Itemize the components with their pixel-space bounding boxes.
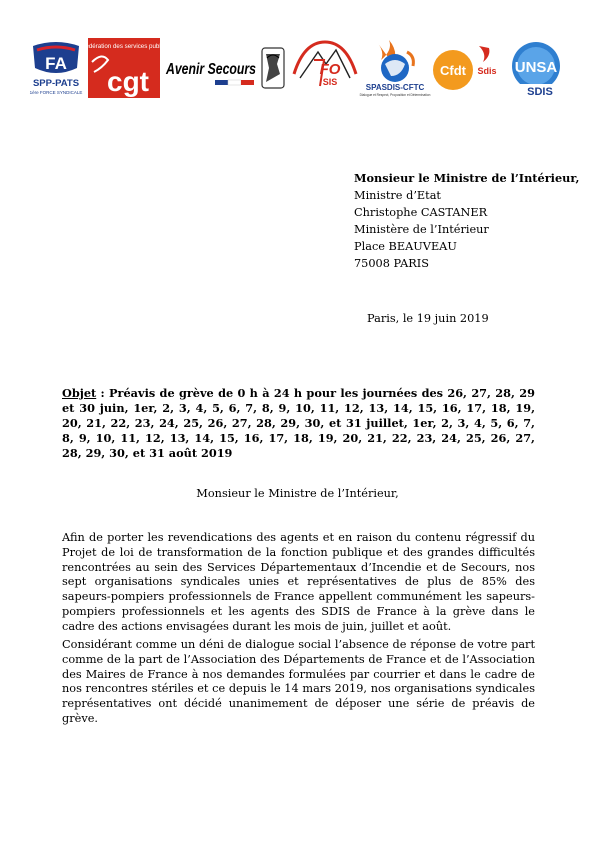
fa-logo-sub1: SPP-PATS xyxy=(32,78,80,89)
emblem-logo xyxy=(261,38,285,98)
unsa-sdis-logo xyxy=(503,38,569,98)
avenir-secours-logo xyxy=(165,38,258,98)
fa-logo-main: FA xyxy=(45,54,67,73)
union-logos-banner xyxy=(25,38,570,100)
letter-date: Paris, le 19 juin 2019 xyxy=(367,312,489,325)
spasdis-logo-main: SPASDIS-CFTC xyxy=(365,83,425,92)
spasdis-logo-sub: Dialogue et Respect, Proposition et Détermination xyxy=(359,93,431,97)
subject-label: Objet xyxy=(62,386,97,400)
cfdt-logo-side: Sdis xyxy=(477,66,497,76)
fa-logo-sub2: 1ère FORCE SYNDICALE xyxy=(29,90,83,95)
cfdt-logo-main: Cfdt xyxy=(440,63,466,78)
recipient-address xyxy=(354,170,579,272)
avenir-logo-text: Avenir Secours xyxy=(165,61,257,78)
recipient-role: Ministre d’Etat xyxy=(354,189,441,202)
fo-logo-sub: SIS xyxy=(322,77,338,87)
cgt-logo-main: cgt xyxy=(107,66,149,97)
recipient-ministry: Ministère de l’Intérieur xyxy=(354,223,489,236)
body-paragraph-1: Afin de porter les revendications des agents et en raison du contenu régressif du Projet de loi de transformation de la fonction publique et des grandes difficultés rencontrées au sein des Services Départementaux d’Incendie et de Secours, nos sept organisations syndicales unies et représentatives de plus de 85% des sapeurs-pompiers professionnels de France appellent communément les sapeurs-pompiers professionnels et les agents des SDIS de France à la grève dans le cadre des actions envisagées durant les mois de juin, juillet et août. xyxy=(62,531,535,633)
unsa-logo-main: UNSA xyxy=(514,59,558,76)
fa-spp-pats-logo xyxy=(27,38,85,98)
letter-salutation: Monsieur le Ministre de l’Intérieur, xyxy=(196,487,399,500)
body-paragraph-2: Considérant comme un déni de dialogue social l’absence de réponse de votre part comme de la part de l’Association des Départements de France et de l’Association des Maires de France à nos demandes formulées par courrier et dans le cadre de nos rencontres stériles et ce depuis le 14 mars 2019, nos organisations syndicales représentatives ont décidé unanimement de déposer une série de préavis de grève. xyxy=(62,638,535,725)
cgt-logo-top: fédération des services publics xyxy=(83,43,169,50)
fo-logo-main: FO xyxy=(319,61,341,78)
recipient-title: Monsieur le Ministre de l’Intérieur, xyxy=(354,171,580,185)
recipient-street: Place BEAUVEAU xyxy=(354,240,457,253)
cgt-logo xyxy=(83,38,169,98)
subject-text: : Préavis de grève de 0 h à 24 h pour les journées des 26, 27, 28, 29 et 30 juin, 1er, 2, 3, 4, 5, 6, 7, 8, 9, 10, 11, 12, 13, 14, 15, 16, 17, 18, 19, 20, 21, 22, 23, 24, 25, 26, 27, 28, 29, 30, et 31 juillet, 1er, 2, 3, 4, 5, 6, 7, 8, 9, 10, 11, 12, 13, 14, 15, 16, 17, 18, 19, 20, 21, 22, 23, 24, 25, 26, 27, 28, 29, 30, et 31 août 2019 xyxy=(62,386,535,460)
fo-sis-logo xyxy=(290,38,360,98)
unsa-logo-sub: SDIS xyxy=(527,86,553,98)
recipient-city: 75008 PARIS xyxy=(354,257,429,270)
spasdis-cftc-logo xyxy=(359,38,431,98)
cfdt-sdis-logo xyxy=(429,38,499,98)
letter-subject xyxy=(62,386,535,461)
recipient-name: Christophe CASTANER xyxy=(354,206,488,219)
